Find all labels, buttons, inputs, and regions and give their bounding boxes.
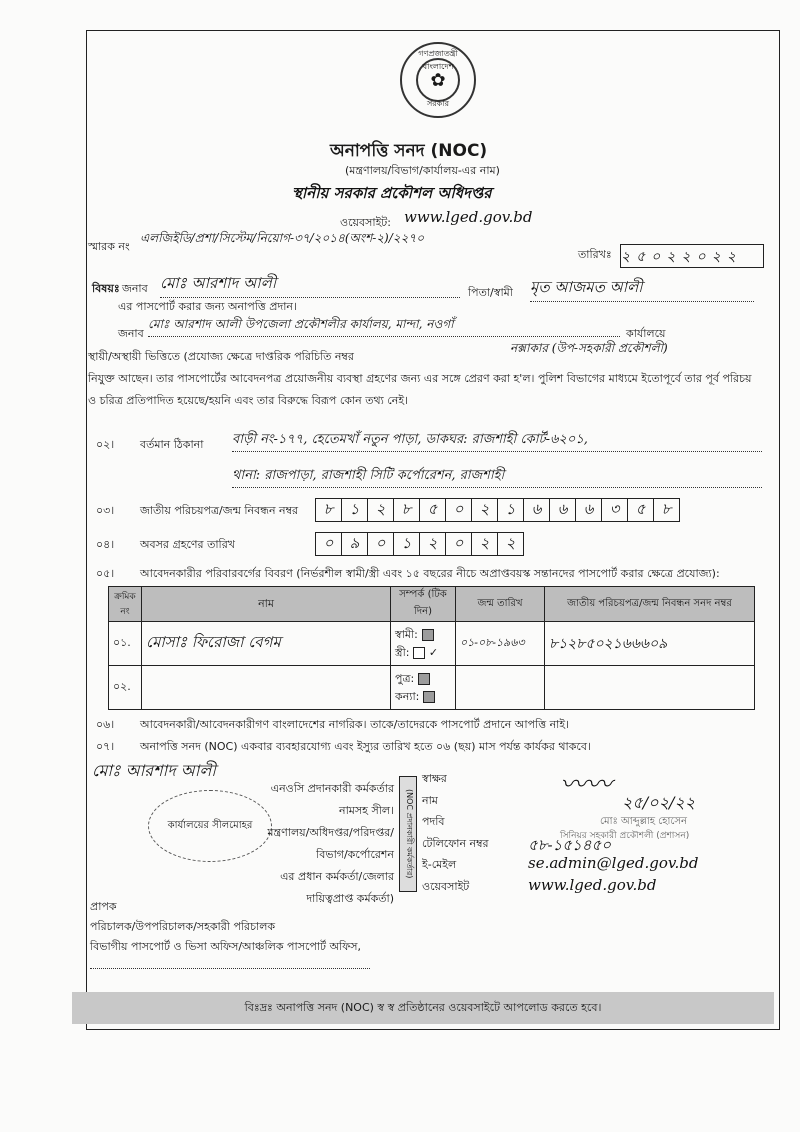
issuer-line: নামসহ সীল। [339,804,394,817]
seal-top-text: গণপ্রজাতন্ত্রী বাংলাদেশ [418,49,458,71]
address-line-1: বাড়ী নং-১৭৭, হেতেমখাঁ নতুন পাড়া, ডাকঘর: রাজশাহী কোর্ট-৬২০১, [232,430,762,452]
citizen-statement: আবেদনকারী/আবেদনকারীগণ বাংলাদেশের নাগরিক। তাকে/তাদেরকে পাসপোর্ট প্রদানে আপত্তি নাই। [140,718,570,731]
nid-digit: ২ [472,499,498,521]
father-label: পিতা/স্বামী [468,286,513,299]
subject-suffix: এর পাসপোর্ট করার জন্য অনাপত্তি প্রদান। [118,300,297,313]
nid-digit: ২ [368,499,394,521]
nid-digit: ৬ [550,499,576,521]
checkbox-wife[interactable] [413,647,425,659]
signature-field-label: টেলিফোন নম্বর [422,836,489,850]
memo-label: স্মারক নং [88,240,130,253]
table-header-name: নাম [142,587,391,622]
item-number-5: ০৫। [96,567,115,580]
recipient-line-1: পরিচালক/উপপরিচালক/সহকারী পরিচালক [90,920,276,933]
office-seal-placeholder: কার্যালয়ের সীলমোহর [148,790,272,862]
signatory-name: মোঃ আব্দুল্লাহ হোসেন [600,816,687,827]
seal-bottom-text: সরকার [426,99,449,108]
table-row [109,666,755,710]
item-number-3: ০৩। [96,504,115,517]
signature-field-label: স্বাক্ষর [422,772,447,785]
issuer-line: দায়িত্বপ্রাপ্ত কর্মকর্তা) [306,892,394,905]
nid-digit: ১ [498,499,524,521]
signatory-designation: সিনিয়র সহকারী প্রকৌশলী (প্রশাসন) [560,831,690,841]
office-word: কার্যালয়ে [626,327,666,340]
email-value: se.admin@lged.gov.bd [528,854,699,872]
nid-digit: ৫ [420,499,446,521]
family-table [108,586,755,710]
retire-digit: ১ [394,533,420,555]
item-number-4: ০৪। [96,538,115,551]
row-relation [391,622,456,666]
row-nid [545,666,755,710]
row-dob: ০১-০৮-১৯৬৩ [456,622,545,666]
row-sl: ০১. [109,622,142,666]
nid-label: জাতীয় পরিচয়পত্র/জন্ম নিবন্ধন নম্বর [140,504,299,517]
nid-digit: ৬ [524,499,550,521]
item-number-7: ০৭। [96,740,115,753]
nid-digit: ৬ [576,499,602,521]
checkbox-husband[interactable] [422,629,434,641]
checkbox-son[interactable] [418,673,430,685]
row-name [142,666,391,710]
signature-date: ২৫/০২/২২ [622,793,696,812]
memo-number: এলজিইডি/প্রশা/সিস্টেম/নিয়োগ-৩৭/২০১৪(অংশ-২)/২২৭০ [140,231,424,245]
issuer-line: মন্ত্রণালয়/অধিদপ্তর/পরিদপ্তর/ [267,826,394,839]
retire-digit: ০ [446,533,472,555]
father-name: মৃত আজমত আলী [530,276,754,302]
body-line4: ও চরিত্র প্রতিপাদিত হয়েছে/হয়নি এবং তার বিরুদ্ধে বিরূপ কোন তথ্য নেই। [88,394,408,407]
issuer-description [256,778,394,910]
issuer-line: বিভাগ/কর্পোরেশন [316,848,394,861]
nid-digit: ১ [342,499,368,521]
relation-daughter: কন্যা: [395,689,420,703]
row-sl: ০২. [109,666,142,710]
phone-number: ৫৮-১৫১৪৫০ [528,836,611,854]
nid-digit: ৮ [394,499,420,521]
nid-digit: ৩ [602,499,628,521]
family-label: আবেদনকারীর পরিবারবর্গের বিবরণ (নির্ভরশীল স্বামী/স্ত্রী এবং ১৫ বছরের নীচে অপ্রাপ্তবয়স্ক সন্তানদের পাসপোর্ট করার ক্ষেত্রে প্রযোজ্য): [140,567,720,580]
item-number-6: ০৬। [96,718,115,731]
date-box: ২৫০২২০২২ [620,244,764,268]
subject-label: বিষয়ঃ [92,282,120,295]
designation: নক্সাকার (উপ-সহকারী প্রকৌশলী) [510,341,668,355]
retire-digit: ২ [505,533,516,552]
signature-fields [422,768,489,897]
retire-date-boxes [315,532,524,556]
nid-digit: ৮ [661,499,672,518]
issuer-line: এনওসি প্রদানকারী কর্মকর্তার [270,782,394,795]
retire-digit: ৯ [342,533,368,555]
website-value: www.lged.gov.bd [404,208,533,226]
signature-field-label: পদবি [422,815,445,828]
table-header-nid: জাতীয় পরিচয়পত্র/জন্ম নিবন্ধন সনদ নম্বর [545,587,755,622]
table-header-sl: ক্রমিক নং [109,587,142,622]
page-subtitle: (মন্ত্রণালয়/বিভাগ/কার্যালয়-এর নাম) [345,164,500,177]
noc-vertical-label: (NOC প্রদানকারী কর্মকর্তার) [399,776,417,892]
recipient-line-2: বিভাগীয় পাসপোর্ট ও ভিসা অফিস/আঞ্চলিক পাসপোর্ট অফিস, [90,940,361,953]
table-header-relation: সম্পর্ক (টিক দিন) [391,587,456,622]
date-label: তারিখঃ [578,248,612,261]
check-mark-icon: ✓ [428,645,439,659]
page-title: অনাপত্তি সনদ (NOC) [330,141,488,161]
item-number-2: ০২। [96,438,115,451]
applicant-name: মোঃ আরশাদ আলী [160,272,460,298]
table-header-dob: জন্ম তারিখ [456,587,545,622]
row-nid: ৮১২৮৫০২১৬৬৬০৯ [545,622,755,666]
recipient-label: প্রাপক [90,900,117,913]
retire-digit: ০ [368,533,394,555]
address-label: বর্তমান ঠিকানা [140,438,204,451]
body-name-office: মোঃ আরশাদ আলী উপজেলা প্রকৌশলীর কার্যালয়, মান্দা, নওগাঁ [148,316,620,337]
signature-website: www.lged.gov.bd [528,876,657,894]
signature-scribble: 〰〰 [560,770,613,800]
row-name: মোসাঃ ফিরোজা বেগম [142,622,391,666]
issuer-line: এর প্রধান কর্মকর্তা/জেলার [280,870,394,883]
nid-boxes [315,498,680,522]
website-label: ওয়েবসাইট: [340,216,391,229]
recipient-blank-line [90,968,370,969]
body-janab: জনাব [118,327,144,340]
office-name: স্থানীয় সরকার প্রকৌশল অধিদপ্তর [292,184,492,202]
retire-digit: ২ [472,533,498,555]
signature-field-label: ওয়েবসাইট [422,879,470,893]
body-line2: স্থায়ী/অস্থায়ী ভিত্তিতে (প্রযোজ্য ক্ষেত্রে দাপ্তরিক পরিচিতি নম্বর [88,350,354,363]
row-dob [456,666,545,710]
body-line3: নিযুক্ত আছেন। তার পাসপোর্টের আবেদনপত্র প্রয়োজনীয় ব্যবস্থা গ্রহণের জন্য এর সঙ্গে প্রেরণ করা হ'ল। পুলিশ বিভাগের মাধ্যমে ইতোপূর্বে তার পূর্ব পরিচয় [88,372,752,385]
retire-label: অবসর গ্রহণের তারিখ [140,538,235,551]
retire-digit: ২ [420,533,446,555]
checkbox-daughter[interactable] [423,691,435,703]
retire-digit: ০ [316,533,342,555]
footer-note: বিঃদ্রঃ অনাপত্তি সনদ (NOC) স্ব স্ব প্রতিষ্ঠানের ওয়েবসাইটে আপলোড করতে হবে। [72,992,774,1024]
validity-statement: অনাপত্তি সনদ (NOC) একবার ব্যবহারযোগ্য এবং ইস্যুর তারিখ হতে ০৬ (ছয়) মাস পর্যন্ত কার্যকর থাকবে। [140,740,591,753]
signature-field-label: ই-মেইল [422,858,457,871]
relation-son: পুত্র: [395,671,415,685]
relation-husband: স্বামী: [395,627,418,641]
nid-digit: ০ [446,499,472,521]
government-seal [400,42,476,118]
address-line-2: থানা: রাজপাড়া, রাজশাহী সিটি কর্পোরেশন, রাজশাহী [232,466,762,488]
relation-wife: স্ত্রী: [395,645,410,659]
nid-digit: ৮ [316,499,342,521]
nid-digit: ৫ [628,499,654,521]
applicant-signature: মোঃ আরশাদ আলী [92,761,216,780]
subject-janab: জনাব [122,282,148,295]
signature-field-label: নাম [422,793,438,807]
table-row [109,622,755,666]
emblem-icon: ✿ [416,58,460,102]
row-relation [391,666,456,710]
